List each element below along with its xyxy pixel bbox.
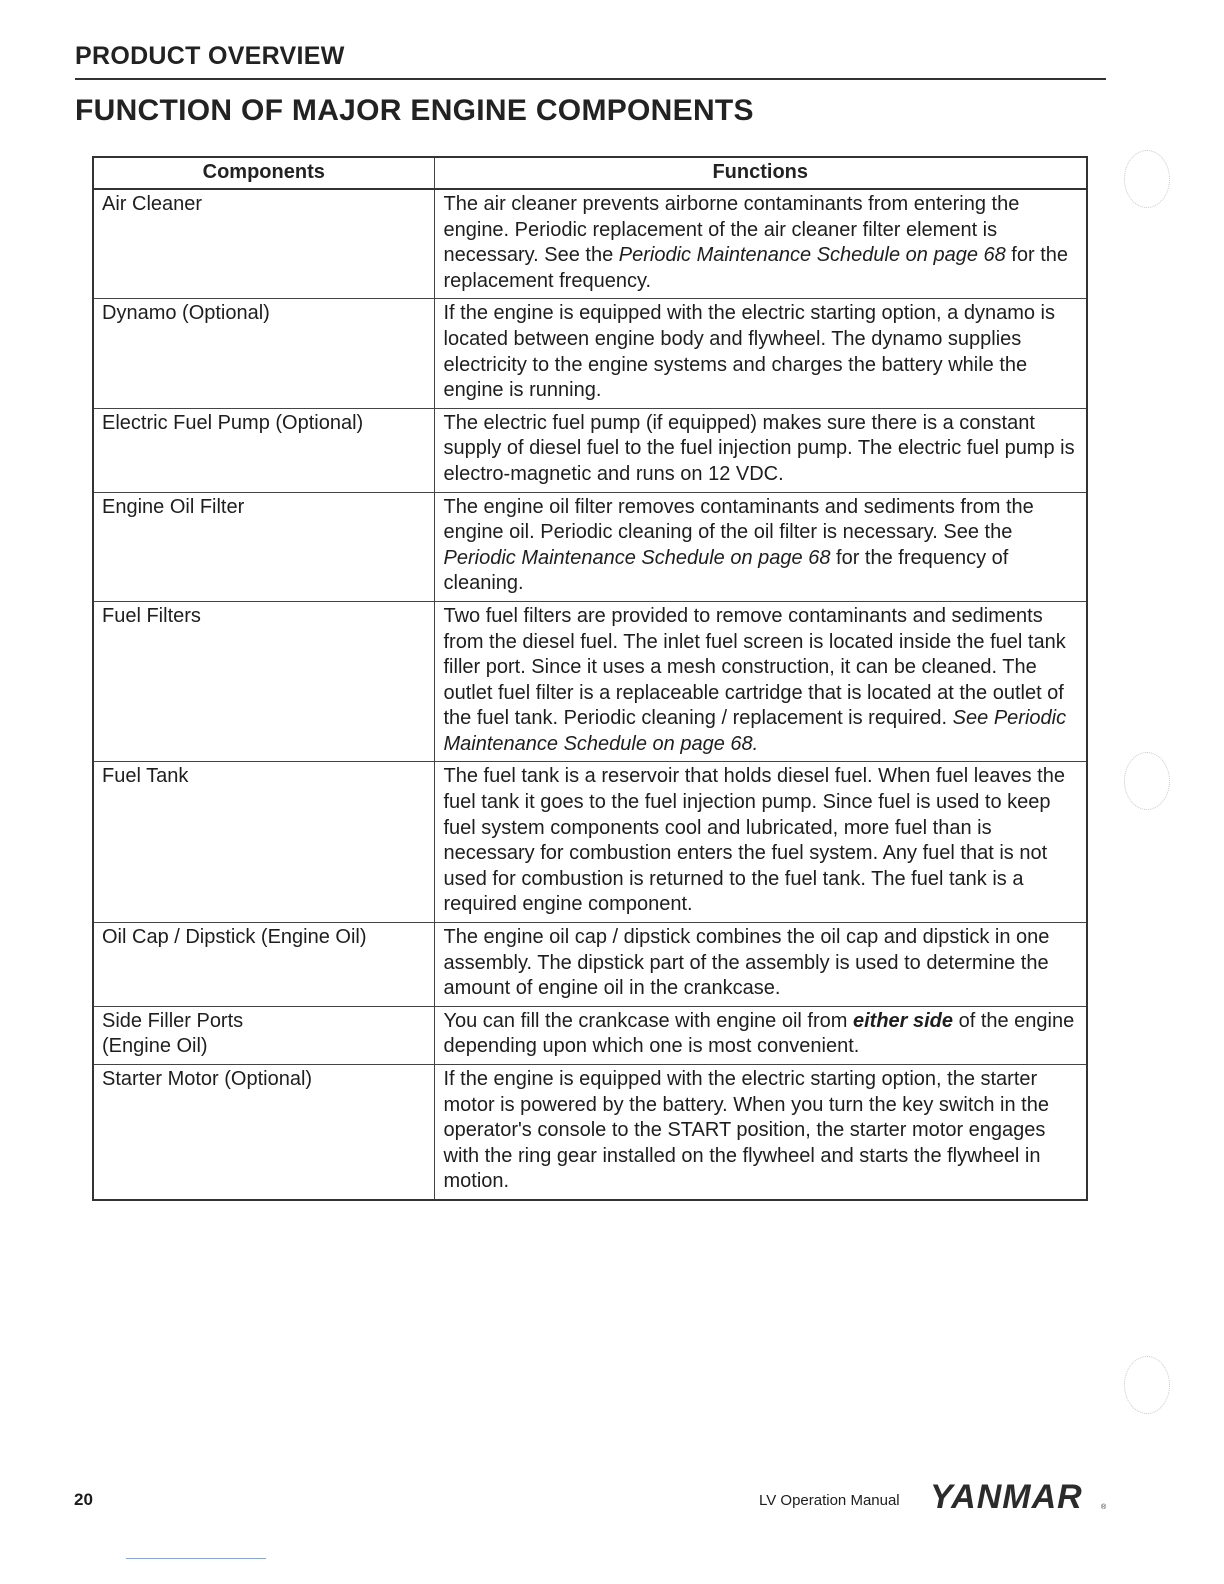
component-name-line: (Engine Oil) <box>102 1035 208 1058</box>
component-name: Electric Fuel Pump (Optional) <box>93 408 434 492</box>
component-name: Oil Cap / Dipstick (Engine Oil) <box>93 923 434 1007</box>
brand-logo-graphic <box>928 1478 1108 1514</box>
table-row <box>93 492 1087 601</box>
component-function <box>434 189 1087 299</box>
function-text: The fuel tank is a reservoir that holds diesel fuel. When fuel leaves the fuel tank it goes to the fuel injection pump. Since fuel is used to keep fuel system components cool and lubricated, more fuel than is necessary for combustion enters the fuel system. Any fuel that is not used for combustion is returned to the fuel tank. The fuel tank is a required engine component. <box>443 765 1065 916</box>
function-text: You can fill the crankcase with engine oil from <box>443 1009 853 1032</box>
component-name: Fuel Filters <box>93 601 434 762</box>
table-row <box>93 189 1087 299</box>
function-text: for the replacement frequency. <box>443 244 1069 292</box>
page-title: FUNCTION OF MAJOR ENGINE COMPONENTS <box>75 94 754 127</box>
punch-hole-mark <box>1124 752 1170 810</box>
brand-logo <box>928 1478 1108 1514</box>
column-header-components: Components <box>93 157 434 189</box>
cross-reference: Periodic Maintenance Schedule on page 68 <box>618 244 1006 267</box>
component-name: Starter Motor (Optional) <box>93 1065 434 1200</box>
table-row <box>93 923 1087 1007</box>
component-function <box>434 299 1087 408</box>
page-number: 20 <box>74 1490 93 1509</box>
column-header-functions: Functions <box>434 157 1087 189</box>
table-row <box>93 408 1087 492</box>
cross-reference: See Periodic Maintenance Schedule on page 68. <box>443 707 1067 755</box>
svg-text:®: ® <box>1101 1504 1107 1511</box>
function-text: of the engine depending upon which one is most convenient. <box>443 1009 1075 1058</box>
function-text: If the engine is equipped with the electric starting option, a dynamo is located between engine body and flywheel. The dynamo supplies electricity to the engine systems and charges the battery while the engine is running. <box>443 302 1055 402</box>
function-text: The air cleaner prevents airborne contaminants from entering the engine. Periodic replacement of the air cleaner filter element is necessary. See the <box>443 193 1020 267</box>
svg-text:YANMAR: YANMAR <box>930 1478 1083 1514</box>
table-row <box>93 762 1087 923</box>
section-header: PRODUCT OVERVIEW <box>75 42 345 70</box>
component-function <box>434 1006 1087 1064</box>
components-table <box>92 156 1088 1201</box>
component-name-line: Side Filler Ports <box>102 1009 244 1032</box>
table-row <box>93 299 1087 408</box>
cross-reference: Periodic Maintenance Schedule on page 68 <box>443 546 831 569</box>
emphasis-text: either side <box>852 1009 954 1032</box>
component-function <box>434 492 1087 601</box>
header-rule <box>75 78 1106 80</box>
function-text: If the engine is equipped with the electric starting option, the starter motor is powered by the battery. When you turn the key switch in the operator's console to the START position, the starter motor engages with the ring gear installed on the flywheel and starts the flywheel in motion. <box>443 1068 1049 1193</box>
table-row <box>93 1006 1087 1064</box>
component-function <box>434 601 1087 762</box>
component-name: Engine Oil Filter <box>93 492 434 601</box>
components-table-container <box>92 156 1086 1201</box>
component-name <box>93 1006 434 1064</box>
function-text: The engine oil cap / dipstick combines the oil cap and dipstick in one assembly. The dipstick part of the assembly is used to determine the amount of engine oil in the crankcase. <box>443 926 1050 1000</box>
table-header-row <box>93 157 1087 189</box>
function-text: The engine oil filter removes contaminants and sediments from the engine oil. Periodic cleaning of the oil filter is necessary. See the <box>443 495 1034 544</box>
footer-line <box>126 1558 266 1559</box>
punch-hole-mark <box>1124 1356 1170 1414</box>
function-text: for the frequency of cleaning. <box>443 546 1009 595</box>
table-row <box>93 601 1087 762</box>
component-function <box>434 1065 1087 1200</box>
component-function <box>434 923 1087 1007</box>
component-name: Air Cleaner <box>93 189 434 299</box>
function-text: Two fuel filters are provided to remove contaminants and sediments from the diesel fuel. The inlet fuel screen is located inside the fuel tank filler port. Since it uses a mesh construction, it can be cleaned. The outlet fuel filter is a replaceable cartridge that is located at the outlet of the fuel tank. Periodic cleaning / replacement is required. <box>443 604 1066 730</box>
table-row <box>93 1065 1087 1200</box>
punch-hole-mark <box>1124 150 1170 208</box>
component-function <box>434 408 1087 492</box>
component-name: Dynamo (Optional) <box>93 299 434 408</box>
component-function <box>434 762 1087 923</box>
function-text: The electric fuel pump (if equipped) makes sure there is a constant supply of diesel fuel to the fuel injection pump. The electric fuel pump is electro-magnetic and runs on 12 VDC. <box>443 411 1075 485</box>
manual-name: LV Operation Manual <box>759 1492 900 1509</box>
component-name: Fuel Tank <box>93 762 434 923</box>
